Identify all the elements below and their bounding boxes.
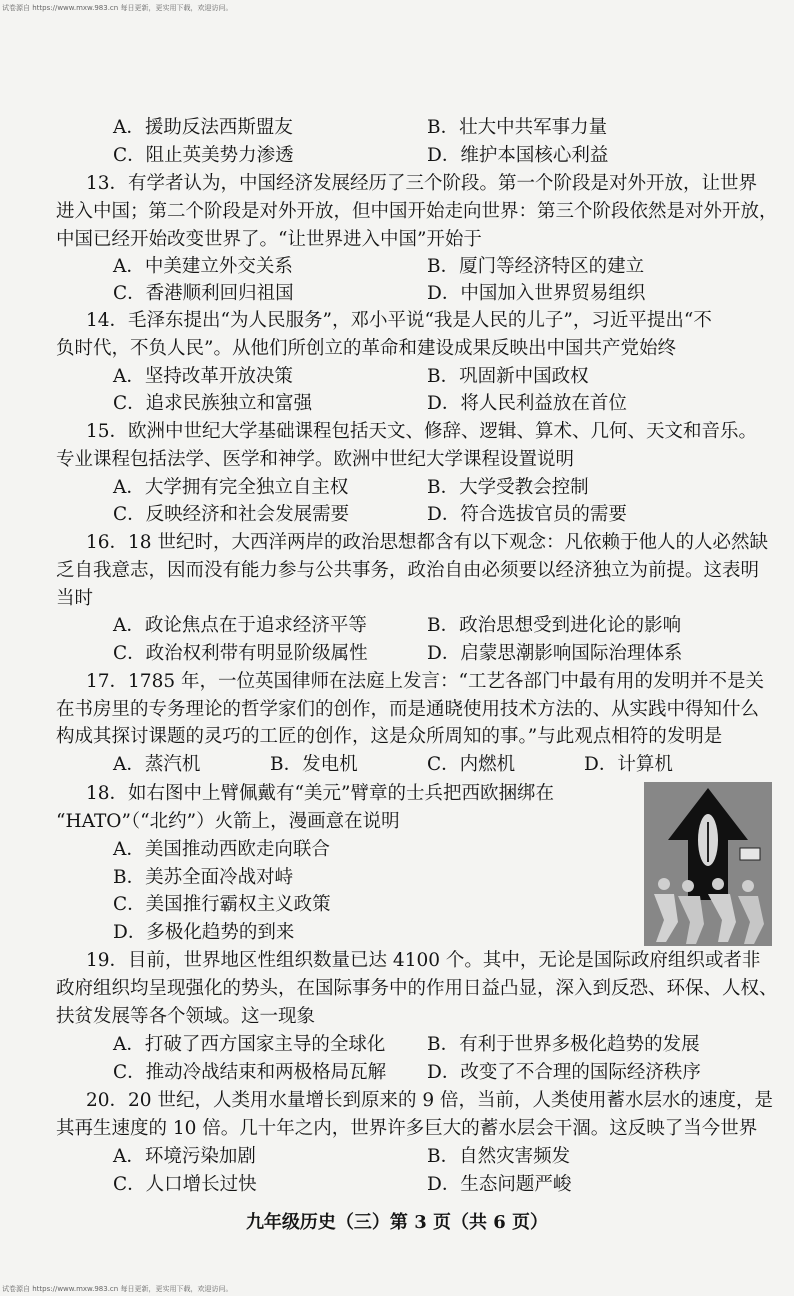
q16-stem-line: 乏自我意志，因而没有能力参与公共事务，政治自由必须要以经济独立为前提。这表明 bbox=[56, 560, 760, 581]
q19-option-a: A．打破了西方国家主导的全球化 bbox=[113, 1034, 386, 1055]
q13-stem-line: 中国已经开始改变世界了。“让世界进入中国”开始于 bbox=[56, 229, 482, 250]
q16-option-b: B．政治思想受到进化论的影响 bbox=[427, 615, 682, 636]
q18-stem-line: “HATO”（“北约”）火箭上，漫画意在说明 bbox=[56, 811, 400, 832]
q19-option-d: D．改变了不合理的国际经济秩序 bbox=[427, 1062, 701, 1083]
watermark-bottom: 试卷源自 https://www.mxw.983.cn 每日更新，更实用下载，欢迎访问。 bbox=[2, 1285, 233, 1293]
q17-stem-line: 构成其探讨课题的灵巧的工匠的创作，这是众所周知的事。”与此观点相符的发明是 bbox=[56, 726, 723, 747]
q18-cartoon-image bbox=[644, 782, 772, 946]
page-footer: 九年级历史（三）第 3 页（共 6 页） bbox=[245, 1212, 549, 1233]
q17-option-b: B．发电机 bbox=[270, 754, 358, 775]
q12-option-a: A．援助反法西斯盟友 bbox=[113, 117, 293, 138]
q17-stem-line: 在书房里的专务理论的哲学家们的创作，而是通晓使用技术方法的、从实践中得知什么 bbox=[56, 699, 760, 720]
q19-option-c: C．推动冷战结束和两极格局瓦解 bbox=[113, 1062, 387, 1083]
q14-option-d: D．将人民利益放在首位 bbox=[427, 393, 627, 414]
q19-stem-line: 政府组织均呈现强化的势头，在国际事务中的作用日益凸显，深入到反恐、环保、人权、 bbox=[56, 978, 778, 999]
q18-stem-line: 18．如右图中上臂佩戴有“美元”臂章的士兵把西欧捆绑在 bbox=[86, 783, 554, 804]
q16-stem-line: 当时 bbox=[56, 588, 94, 609]
q15-option-b: B．大学受教会控制 bbox=[427, 477, 589, 498]
q13-option-c: C．香港顺利回归祖国 bbox=[113, 283, 294, 304]
q18-option-a: A．美国推动西欧走向联合 bbox=[113, 839, 330, 860]
q20-stem-line: 其再生速度的 10 倍。几十年之内，世界许多巨大的蓄水层会干涸。这反映了当今世界 bbox=[56, 1118, 758, 1139]
q13-option-a: A．中美建立外交关系 bbox=[113, 256, 293, 277]
q17-stem-line: 17．1785 年，一位英国律师在法庭上发言：“工艺各部门中最有用的发明并不是关 bbox=[86, 671, 764, 692]
q14-stem-line: 负时代，不负人民”。从他们所创立的革命和建设成果反映出中国共产党始终 bbox=[56, 338, 676, 359]
q17-option-c: C．内燃机 bbox=[427, 754, 516, 775]
q15-option-d: D．符合选拔官员的需要 bbox=[427, 504, 627, 525]
rocket-cartoon-illustration bbox=[644, 782, 772, 946]
q15-stem-line: 专业课程包括法学、医学和神学。欧洲中世纪大学课程设置说明 bbox=[56, 449, 575, 470]
q18-option-c: C．美国推行霸权主义政策 bbox=[113, 894, 331, 915]
q13-stem-line: 进入中国；第二个阶段是对外开放，但中国开始走向世界：第三个阶段依然是对外开放， bbox=[56, 201, 778, 222]
q15-stem-line: 15．欧洲中世纪大学基础课程包括天文、修辞、逻辑、算术、几何、天文和音乐。 bbox=[86, 421, 758, 442]
q19-stem-line: 19．目前，世界地区性组织数量已达 4100 个。其中，无论是国际政府组织或者非 bbox=[86, 950, 761, 971]
q12-option-b: B．壮大中共军事力量 bbox=[427, 117, 608, 138]
q18-option-d: D．多极化趋势的到来 bbox=[113, 922, 295, 943]
q16-stem-line: 16．18 世纪时，大西洋两岸的政治思想都含有以下观念：凡依赖于他人的人必然缺 bbox=[86, 532, 768, 553]
q17-option-d: D．计算机 bbox=[584, 754, 673, 775]
q20-option-c: C．人口增长过快 bbox=[113, 1174, 257, 1195]
q19-stem-line: 扶贫发展等各个领域。这一现象 bbox=[56, 1006, 316, 1027]
q16-option-a: A．政论焦点在于追求经济平等 bbox=[113, 615, 367, 636]
q14-option-c: C．追求民族独立和富强 bbox=[113, 393, 313, 414]
q18-option-b: B．美苏全面冷战对峙 bbox=[113, 867, 294, 888]
q15-option-a: A．大学拥有完全独立自主权 bbox=[113, 477, 349, 498]
q20-option-b: B．自然灾害频发 bbox=[427, 1146, 571, 1167]
q20-stem-line: 20．20 世纪，人类用水量增长到原来的 9 倍，当前，人类使用蓄水层水的速度，是 bbox=[86, 1090, 773, 1111]
q13-stem-line: 13．有学者认为，中国经济发展经历了三个阶段。第一个阶段是对外开放，让世界 bbox=[86, 173, 758, 194]
q13-option-d: D．中国加入世界贸易组织 bbox=[427, 283, 646, 304]
q16-option-c: C．政治权利带有明显阶级属性 bbox=[113, 643, 368, 664]
q12-option-c: C．阻止英美势力渗透 bbox=[113, 145, 294, 166]
q13-option-b: B．厦门等经济特区的建立 bbox=[427, 256, 645, 277]
q14-option-a: A．坚持改革开放决策 bbox=[113, 366, 293, 387]
q16-option-d: D．启蒙思潮影响国际治理体系 bbox=[427, 643, 683, 664]
q14-option-b: B．巩固新中国政权 bbox=[427, 366, 589, 387]
q15-option-c: C．反映经济和社会发展需要 bbox=[113, 504, 350, 525]
q14-stem-line: 14．毛泽东提出“为人民服务”，邓小平说“我是人民的儿子”，习近平提出“不 bbox=[86, 310, 712, 331]
q12-option-d: D．维护本国核心利益 bbox=[427, 145, 609, 166]
q19-option-b: B．有利于世界多极化趋势的发展 bbox=[427, 1034, 700, 1055]
q20-option-d: D．生态问题严峻 bbox=[427, 1174, 572, 1195]
q17-option-a: A．蒸汽机 bbox=[113, 754, 201, 775]
q20-option-a: A．环境污染加剧 bbox=[113, 1146, 256, 1167]
watermark-top: 试卷源自 https://www.mxw.983.cn 每日更新，更实用下载，欢迎访问。 bbox=[2, 4, 233, 12]
